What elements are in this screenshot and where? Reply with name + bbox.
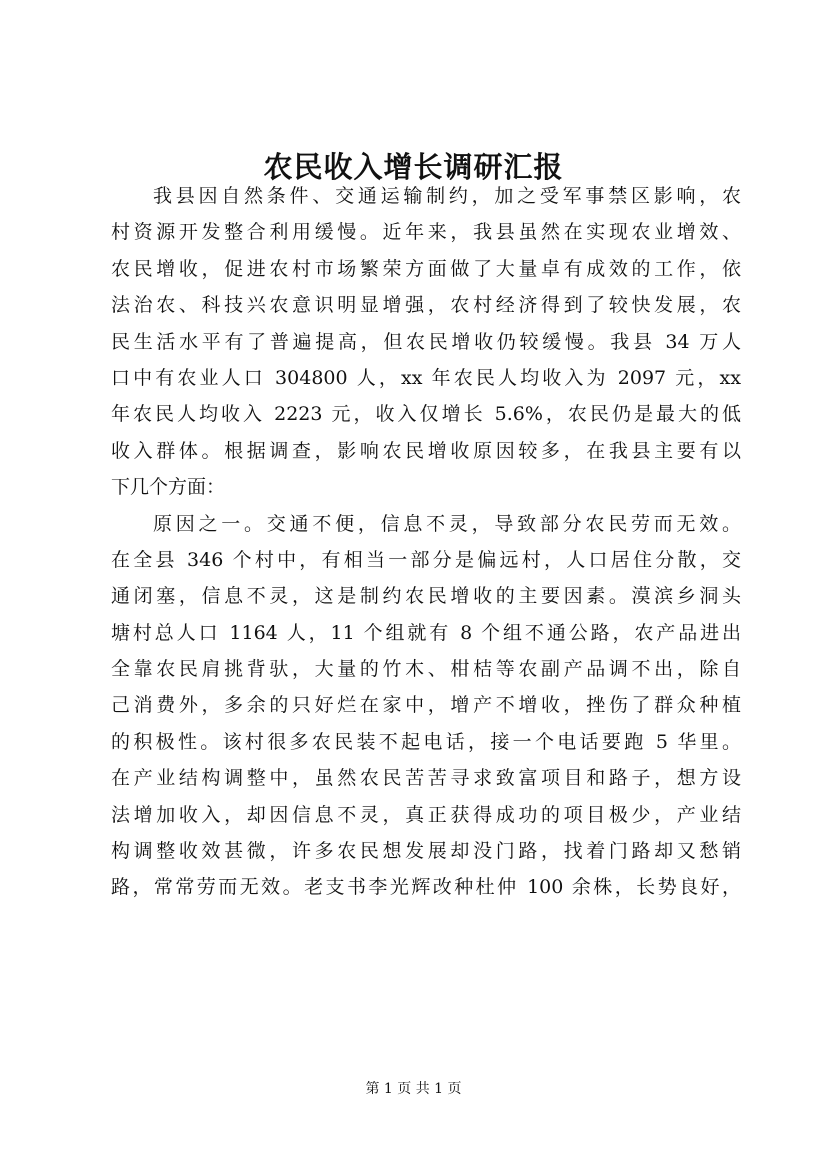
- text-line: 的积极性。该村很多农民装不起电话，接一个电话要跑 5 华里。: [111, 730, 741, 753]
- page-footer: 第 1 页 共 1 页: [365, 1081, 462, 1097]
- text-line: 塘村总人口 1164 人，11 个组就有 8 个组不通公路，农产品进出: [111, 621, 741, 644]
- text-line: 法治农、科技兴农意识明显增强，农村经济得到了较快发展，农: [111, 294, 741, 317]
- text-line: 法增加收入，却因信息不灵，真正获得成功的项目极少，产业结: [111, 803, 741, 826]
- document-title: 农民收入增长调研汇报: [263, 150, 564, 184]
- text-line: 民生活水平有了普遍提高，但农民增收仍较缓慢。我县 34 万人: [111, 330, 741, 353]
- text-line: 口中有农业人口 304800 人，xx 年农民人均收入为 2097 元，xx: [111, 366, 741, 389]
- text-line: 在产业结构调整中，虽然农民苦苦寻求致富项目和路子，想方设: [111, 767, 741, 790]
- text-line: 村资源开发整合利用缓慢。近年来，我县虽然在实现农业增效、: [111, 221, 741, 244]
- text-line: 全靠农民肩挑背驮，大量的竹木、柑桔等农副产品调不出，除自: [111, 658, 741, 681]
- text-line: 下几个方面：: [111, 476, 226, 499]
- document-body: [111, 178, 741, 906]
- text-line: 构调整收效甚微，许多农民想发展却没门路，找着门路却又愁销: [111, 840, 741, 863]
- text-line: 收入群体。根据调查，影响农民增收原因较多，在我县主要有以: [111, 439, 741, 462]
- text-line: 年农民人均收入 2223 元，收入仅增长 5.6%，农民仍是最大的低: [111, 403, 741, 426]
- text-line: 农民增收，促进农村市场繁荣方面做了大量卓有成效的工作，依: [111, 257, 741, 280]
- text-line: 己消费外，多余的只好烂在家中，增产不增收，挫伤了群众种植: [111, 694, 741, 717]
- text-line: 在全县 346 个村中，有相当一部分是偏远村，人口居住分散，交: [111, 548, 741, 571]
- text-line: 我县因自然条件、交通运输制约，加之受军事禁区影响，农: [153, 185, 741, 207]
- text-line: 路，常常劳而无效。老支书李光辉改种杜仲 100 余株，长势良好，: [111, 876, 741, 899]
- text-line: 通闭塞，信息不灵，这是制约农民增收的主要因素。漠滨乡洞头: [111, 585, 741, 608]
- text-line: 原因之一。交通不便，信息不灵，导致部分农民劳而无效。: [153, 512, 741, 535]
